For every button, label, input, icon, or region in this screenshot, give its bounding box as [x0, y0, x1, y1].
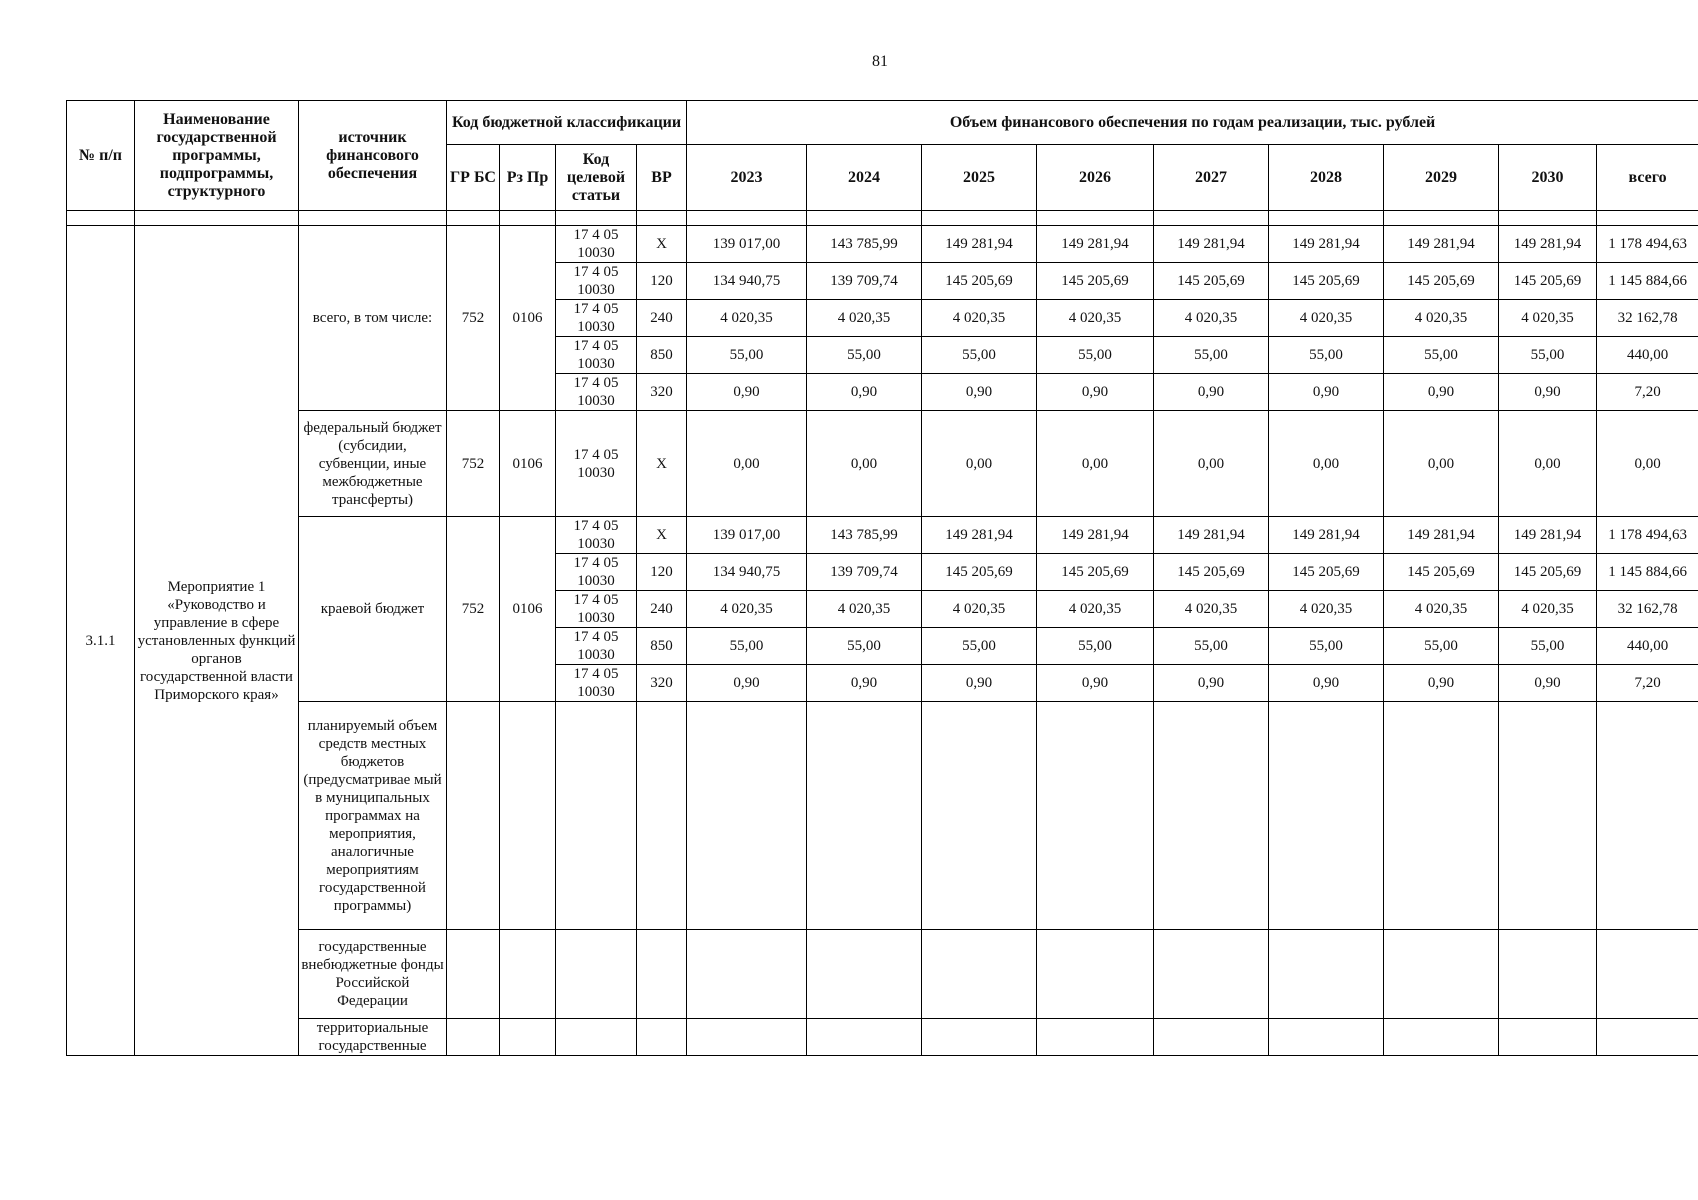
empty-cell	[687, 1019, 807, 1056]
source-cell: государственные внебюджетные фонды Российской Федерации	[299, 930, 447, 1019]
value-cell: 55,00	[1499, 628, 1597, 665]
grbs-cell: 752	[447, 517, 500, 702]
empty-cell	[637, 702, 687, 930]
value-cell: 55,00	[1269, 337, 1384, 374]
value-cell: 145 205,69	[1154, 554, 1269, 591]
empty-cell	[556, 702, 637, 930]
empty-cell	[500, 1019, 556, 1056]
value-cell: 4 020,35	[1269, 591, 1384, 628]
empty-cell	[922, 1019, 1037, 1056]
value-cell: 0,90	[922, 665, 1037, 702]
empty-cell	[1037, 702, 1154, 930]
vr-cell: 320	[637, 374, 687, 411]
value-cell: 4 020,35	[687, 591, 807, 628]
vr-cell: 850	[637, 628, 687, 665]
source-cell: федеральный бюджет (субсидии, субвенции, иные межбюджетные трансферты)	[299, 411, 447, 517]
empty-cell	[447, 702, 500, 930]
empty-cell	[1499, 930, 1597, 1019]
value-cell: 149 281,94	[1037, 226, 1154, 263]
kcs-cell: 17 4 05 10030	[556, 665, 637, 702]
value-cell: 0,90	[687, 374, 807, 411]
page-number: 81	[872, 53, 888, 70]
rzpr-cell: 0106	[500, 411, 556, 517]
value-cell: 145 205,69	[922, 263, 1037, 300]
value-cell: 0,90	[1499, 665, 1597, 702]
value-cell: 55,00	[1154, 628, 1269, 665]
empty-cell	[807, 930, 922, 1019]
header-vr: ВР	[637, 145, 687, 211]
value-cell: 55,00	[1384, 337, 1499, 374]
value-cell: 145 205,69	[1384, 263, 1499, 300]
empty-cell	[637, 1019, 687, 1056]
empty-cell	[637, 930, 687, 1019]
value-cell: 4 020,35	[1384, 300, 1499, 337]
value-cell: 55,00	[807, 628, 922, 665]
total-cell: 1 145 884,66	[1597, 554, 1698, 591]
grbs-cell: 752	[447, 226, 500, 411]
empty-cell	[922, 930, 1037, 1019]
value-cell: 0,90	[1384, 374, 1499, 411]
kcs-cell: 17 4 05 10030	[556, 517, 637, 554]
empty-cell	[922, 702, 1037, 930]
grbs-cell: 752	[447, 411, 500, 517]
value-cell: 0,90	[687, 665, 807, 702]
value-cell: 55,00	[1499, 337, 1597, 374]
source-cell: всего, в том числе:	[299, 226, 447, 411]
value-cell: 4 020,35	[687, 300, 807, 337]
value-cell: 134 940,75	[687, 554, 807, 591]
vr-cell: 240	[637, 300, 687, 337]
header-source: источник финансового обеспечения	[299, 101, 447, 211]
rzpr-cell: 0106	[500, 226, 556, 411]
value-cell: 149 281,94	[922, 226, 1037, 263]
value-cell: 0,00	[1384, 411, 1499, 517]
value-cell: 55,00	[1037, 628, 1154, 665]
empty-cell	[1499, 702, 1597, 930]
rzpr-cell: 0106	[500, 517, 556, 702]
value-cell: 145 205,69	[1037, 263, 1154, 300]
value-cell: 0,90	[807, 665, 922, 702]
value-cell: 145 205,69	[922, 554, 1037, 591]
header-num: № п/п	[67, 101, 135, 211]
header-kcs: Код целевой статьи	[556, 145, 637, 211]
header-year-2030: 2030	[1499, 145, 1597, 211]
table-row	[67, 930, 1698, 1019]
value-cell: 55,00	[922, 628, 1037, 665]
value-cell: 149 281,94	[1154, 226, 1269, 263]
empty-cell	[1154, 930, 1269, 1019]
total-cell: 32 162,78	[1597, 591, 1698, 628]
total-cell: 440,00	[1597, 337, 1698, 374]
table-body	[67, 211, 1698, 1056]
header-volume-group: Объем финансового обеспечения по годам реализации, тыс. рублей	[687, 101, 1698, 145]
value-cell: 4 020,35	[1037, 300, 1154, 337]
spacer-row	[67, 211, 1698, 226]
value-cell: 0,00	[1499, 411, 1597, 517]
value-cell: 0,90	[1269, 665, 1384, 702]
value-cell: 134 940,75	[687, 263, 807, 300]
empty-cell	[1269, 930, 1384, 1019]
total-cell: 7,20	[1597, 665, 1698, 702]
empty-cell	[1597, 930, 1698, 1019]
vr-cell: X	[637, 517, 687, 554]
empty-cell	[1154, 702, 1269, 930]
vr-cell: 320	[637, 665, 687, 702]
table-row	[67, 226, 1698, 263]
value-cell: 4 020,35	[1154, 591, 1269, 628]
kcs-cell: 17 4 05 10030	[556, 554, 637, 591]
empty-cell	[1269, 1019, 1384, 1056]
empty-cell	[500, 702, 556, 930]
value-cell: 0,00	[1269, 411, 1384, 517]
kcs-cell: 17 4 05 10030	[556, 591, 637, 628]
value-cell: 55,00	[687, 337, 807, 374]
source-cell: территориальные государственные	[299, 1019, 447, 1056]
empty-cell	[1499, 1019, 1597, 1056]
value-cell: 149 281,94	[1154, 517, 1269, 554]
value-cell: 55,00	[1269, 628, 1384, 665]
empty-cell	[1154, 1019, 1269, 1056]
value-cell: 0,90	[1154, 374, 1269, 411]
kcs-cell: 17 4 05 10030	[556, 411, 637, 517]
value-cell: 55,00	[922, 337, 1037, 374]
kcs-cell: 17 4 05 10030	[556, 374, 637, 411]
value-cell: 145 205,69	[1269, 554, 1384, 591]
value-cell: 139 709,74	[807, 263, 922, 300]
header-grbs: ГР БС	[447, 145, 500, 211]
value-cell: 145 205,69	[1499, 263, 1597, 300]
value-cell: 0,00	[1037, 411, 1154, 517]
value-cell: 145 205,69	[1037, 554, 1154, 591]
value-cell: 139 709,74	[807, 554, 922, 591]
vr-cell: 120	[637, 263, 687, 300]
value-cell: 0,00	[687, 411, 807, 517]
event-name: Мероприятие 1 «Руководство и управление в сфере установленных функций органов государственной власти Приморского края»	[135, 226, 299, 1056]
total-cell: 1 145 884,66	[1597, 263, 1698, 300]
source-cell: планируемый объем средств местных бюджетов (предусматривае мый в муниципальных программах на мероприятия, аналогичные мероприятиям государственной программы)	[299, 702, 447, 930]
total-cell: 440,00	[1597, 628, 1698, 665]
value-cell: 149 281,94	[1499, 517, 1597, 554]
value-cell: 149 281,94	[1037, 517, 1154, 554]
value-cell: 4 020,35	[807, 591, 922, 628]
empty-cell	[447, 1019, 500, 1056]
empty-cell	[556, 1019, 637, 1056]
value-cell: 143 785,99	[807, 517, 922, 554]
empty-cell	[687, 930, 807, 1019]
value-cell: 149 281,94	[1269, 226, 1384, 263]
value-cell: 0,90	[1037, 374, 1154, 411]
empty-cell	[1037, 930, 1154, 1019]
value-cell: 0,90	[1499, 374, 1597, 411]
value-cell: 0,90	[1154, 665, 1269, 702]
value-cell: 0,00	[1154, 411, 1269, 517]
vr-cell: X	[637, 411, 687, 517]
empty-cell	[1597, 702, 1698, 930]
vr-cell: 120	[637, 554, 687, 591]
header-code-group: Код бюджетной классификации	[447, 101, 687, 145]
total-cell: 7,20	[1597, 374, 1698, 411]
value-cell: 145 205,69	[1384, 554, 1499, 591]
value-cell: 0,90	[1384, 665, 1499, 702]
value-cell: 0,00	[922, 411, 1037, 517]
header-year-2027: 2027	[1154, 145, 1269, 211]
header-year-2025: 2025	[922, 145, 1037, 211]
value-cell: 0,00	[807, 411, 922, 517]
header-year-2028: 2028	[1269, 145, 1384, 211]
kcs-cell: 17 4 05 10030	[556, 263, 637, 300]
table-row	[67, 411, 1698, 517]
total-cell: 0,00	[1597, 411, 1698, 517]
value-cell: 145 205,69	[1269, 263, 1384, 300]
event-number: 3.1.1	[67, 226, 135, 1056]
value-cell: 0,90	[1037, 665, 1154, 702]
value-cell: 0,90	[807, 374, 922, 411]
kcs-cell: 17 4 05 10030	[556, 300, 637, 337]
empty-cell	[1384, 1019, 1499, 1056]
header-rzpr: Рз Пр	[500, 145, 556, 211]
kcs-cell: 17 4 05 10030	[556, 628, 637, 665]
empty-cell	[447, 930, 500, 1019]
table-row	[67, 1019, 1698, 1056]
value-cell: 4 020,35	[1037, 591, 1154, 628]
value-cell: 149 281,94	[1384, 226, 1499, 263]
value-cell: 4 020,35	[922, 591, 1037, 628]
header-year-2023: 2023	[687, 145, 807, 211]
empty-cell	[687, 702, 807, 930]
table-row	[67, 517, 1698, 554]
value-cell: 55,00	[1037, 337, 1154, 374]
value-cell: 4 020,35	[1499, 300, 1597, 337]
header-total: всего	[1597, 145, 1698, 211]
kcs-cell: 17 4 05 10030	[556, 337, 637, 374]
total-cell: 1 178 494,63	[1597, 226, 1698, 263]
value-cell: 145 205,69	[1499, 554, 1597, 591]
empty-cell	[1384, 930, 1499, 1019]
empty-cell	[807, 1019, 922, 1056]
source-cell: краевой бюджет	[299, 517, 447, 702]
value-cell: 149 281,94	[1499, 226, 1597, 263]
value-cell: 149 281,94	[922, 517, 1037, 554]
value-cell: 4 020,35	[807, 300, 922, 337]
value-cell: 0,90	[922, 374, 1037, 411]
empty-cell	[807, 702, 922, 930]
empty-cell	[1269, 702, 1384, 930]
empty-cell	[1597, 1019, 1698, 1056]
value-cell: 55,00	[1154, 337, 1269, 374]
value-cell: 4 020,35	[922, 300, 1037, 337]
vr-cell: X	[637, 226, 687, 263]
value-cell: 55,00	[807, 337, 922, 374]
value-cell: 149 281,94	[1384, 517, 1499, 554]
value-cell: 55,00	[687, 628, 807, 665]
vr-cell: 240	[637, 591, 687, 628]
value-cell: 0,90	[1269, 374, 1384, 411]
header-name: Наименование государственной программы, подпрограммы, структурного	[135, 101, 299, 211]
value-cell: 4 020,35	[1269, 300, 1384, 337]
empty-cell	[500, 930, 556, 1019]
kcs-cell: 17 4 05 10030	[556, 226, 637, 263]
value-cell: 4 020,35	[1154, 300, 1269, 337]
financing-table	[66, 100, 1698, 1056]
value-cell: 145 205,69	[1154, 263, 1269, 300]
value-cell: 139 017,00	[687, 226, 807, 263]
header-year-2029: 2029	[1384, 145, 1499, 211]
table-row	[67, 702, 1698, 930]
value-cell: 149 281,94	[1269, 517, 1384, 554]
value-cell: 143 785,99	[807, 226, 922, 263]
empty-cell	[1384, 702, 1499, 930]
total-cell: 32 162,78	[1597, 300, 1698, 337]
vr-cell: 850	[637, 337, 687, 374]
value-cell: 4 020,35	[1384, 591, 1499, 628]
total-cell: 1 178 494,63	[1597, 517, 1698, 554]
empty-cell	[556, 930, 637, 1019]
header-year-2024: 2024	[807, 145, 922, 211]
header-year-2026: 2026	[1037, 145, 1154, 211]
empty-cell	[1037, 1019, 1154, 1056]
value-cell: 55,00	[1384, 628, 1499, 665]
value-cell: 4 020,35	[1499, 591, 1597, 628]
value-cell: 139 017,00	[687, 517, 807, 554]
